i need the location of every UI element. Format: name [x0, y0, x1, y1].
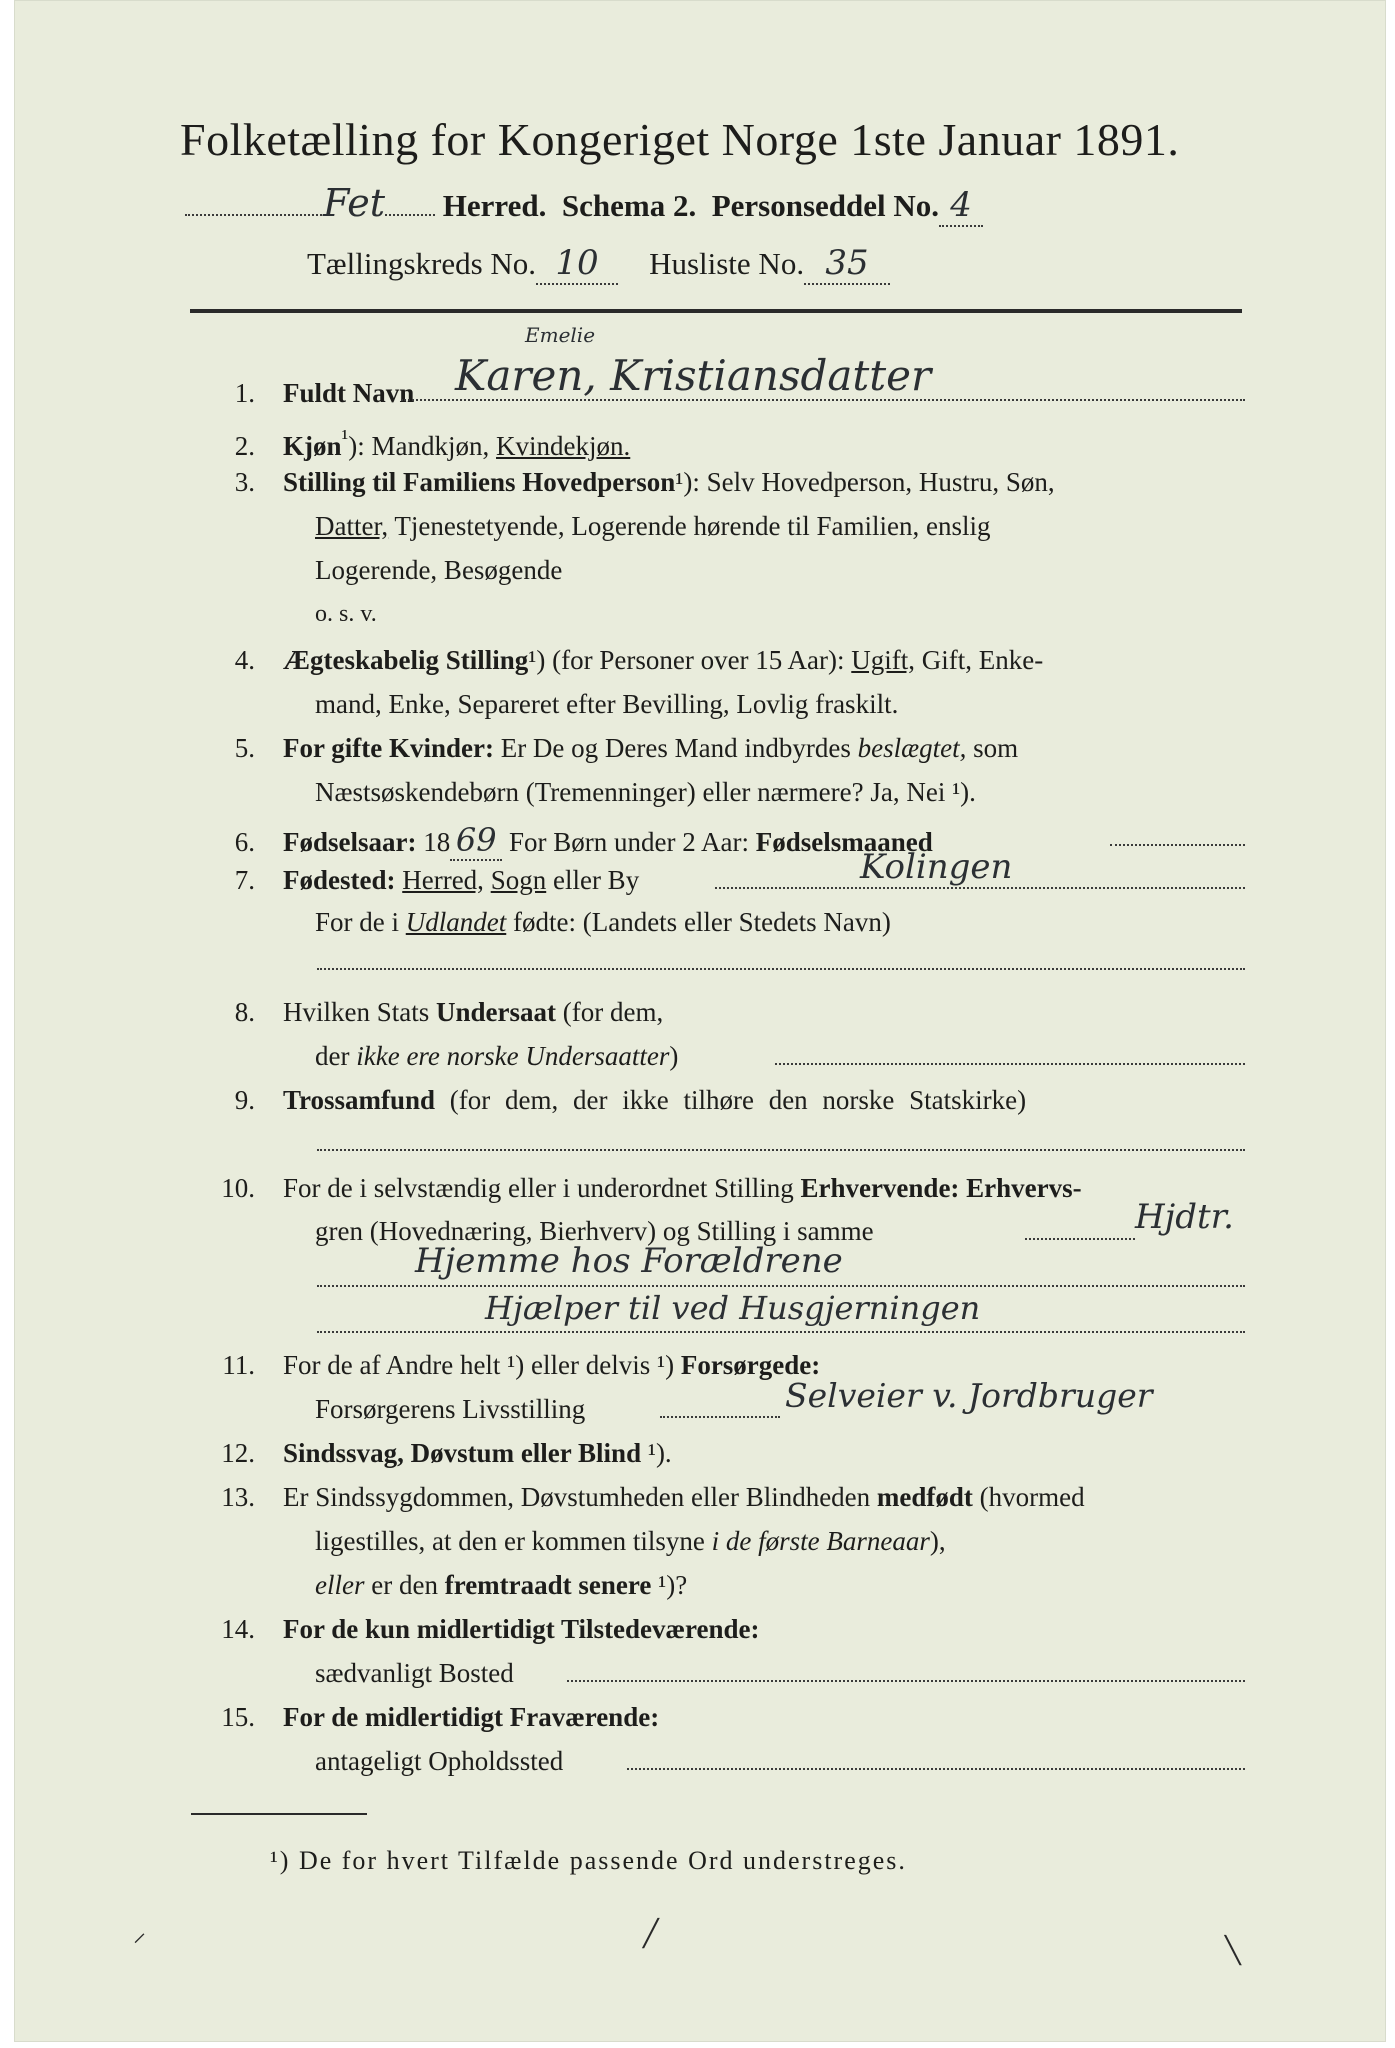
- q14-label: midlertidigt Tilstedeværende:: [416, 1614, 760, 1644]
- personseddel-value: 4: [950, 185, 972, 225]
- q7-row: [195, 865, 639, 896]
- q2-number: 2.: [234, 431, 255, 461]
- q14-row: [195, 1614, 760, 1645]
- q1-handwriting: Karen, Kristiansdatter: [455, 351, 932, 400]
- q10-line2: gren (Hovednæring, Bierhverv) og Stilling i samme: [315, 1216, 874, 1246]
- q14-answer-line: [567, 1680, 1245, 1682]
- q5-text-2: som: [966, 733, 1019, 763]
- q2-label: Kjøn: [283, 431, 342, 461]
- q9-number: 9.: [234, 1085, 255, 1115]
- q13-line3-bold: fremtraadt senere: [444, 1570, 652, 1600]
- q10-answer-line-2: [317, 1285, 1245, 1287]
- q8-row: [195, 997, 663, 1028]
- q9-label: Trossamfund: [283, 1085, 436, 1115]
- q5-italic: beslægtet,: [857, 733, 967, 763]
- q6-handwriting: 69: [455, 821, 497, 859]
- q4-label: Ægteskabelig Stilling: [283, 645, 529, 675]
- q8-text: Hvilken Stats: [283, 997, 436, 1027]
- q11-text: For de af Andre helt ¹) eller delvis ¹): [283, 1350, 681, 1380]
- q13-line3: [315, 1570, 687, 1601]
- q10-text: For de i selvstændig eller i underordnet Stilling: [283, 1173, 801, 1203]
- q13-label: medfødt: [876, 1482, 973, 1512]
- q9-row: [195, 1085, 1026, 1116]
- herred-label: Herred.: [442, 188, 547, 223]
- q12-label: Sindssvag, Døvstum eller Blind: [283, 1438, 642, 1468]
- q1-number: 1.: [234, 378, 255, 408]
- q11-answer-line: [660, 1416, 780, 1418]
- footnote-rule: [191, 1813, 367, 1815]
- q12-row: [195, 1438, 672, 1469]
- stray-mark-center: ╱: [643, 1919, 659, 1948]
- q7-text: eller By: [546, 865, 640, 895]
- q8-number: 8.: [234, 997, 255, 1027]
- header-rule: [190, 309, 1242, 313]
- q4-text-2: Gift, Enke-: [915, 645, 1044, 675]
- q7-underlined-1: Herred,: [402, 865, 484, 895]
- q14-text: For de kun: [283, 1614, 417, 1644]
- q7-handwriting: Kolingen: [860, 847, 1013, 887]
- q5-text: Er De og Deres Mand indbyrdes: [493, 733, 858, 763]
- q7-second-answer-line: [317, 968, 1245, 970]
- q6-year-prefix: 18: [423, 827, 451, 857]
- q6-label-2: Fødselsmaaned: [755, 827, 933, 857]
- q15-row: [195, 1702, 659, 1733]
- q3-line4: o. s. v.: [315, 601, 377, 627]
- q2-row: [195, 425, 630, 462]
- q11-label: Forsørgede:: [680, 1350, 821, 1380]
- q8-answer-line: [775, 1063, 1245, 1065]
- q13-line3-text: er den: [364, 1570, 445, 1600]
- q2-underlined-option: Kvindekjøn.: [496, 431, 631, 461]
- q10-answer-line-1: [1025, 1238, 1135, 1240]
- q15-answer-line: [627, 1768, 1245, 1770]
- q11-number: 11.: [222, 1350, 255, 1380]
- q8-line2-italic: ikke ere norske Undersaatter: [356, 1041, 670, 1071]
- q1-handwriting-above: Emelie: [525, 323, 596, 347]
- form-title: Folketælling for Kongeriget Norge 1ste Januar 1891.: [180, 114, 1180, 165]
- q3-line2: [315, 511, 990, 542]
- herred-line: [185, 181, 983, 227]
- q6-number: 6.: [234, 827, 255, 857]
- q6-answer-line: [1110, 844, 1245, 846]
- q10-number: 10.: [221, 1173, 255, 1203]
- q3-underlined-option: Datter,: [315, 511, 389, 541]
- q5-label: For gifte Kvinder:: [283, 733, 494, 763]
- q7-label: Fødested:: [283, 865, 396, 895]
- q11-handwriting: Selveier v. Jordbruger: [785, 1376, 1153, 1415]
- footnote: ¹) De for hvert Tilfælde passende Ord understreges.: [270, 1846, 907, 1875]
- q5-row: [195, 733, 1018, 764]
- q14-line2: sædvanligt Bosted: [315, 1658, 514, 1688]
- q6-label: Fødselsaar:: [283, 827, 417, 857]
- q10-handwriting-2: Hjemme hos Forældrene: [415, 1241, 843, 1281]
- q12-number: 12.: [221, 1438, 255, 1468]
- q3-line2-text: Tjenestetyende, Logerende hørende til Familien, enslig: [388, 511, 991, 541]
- husliste-value: 35: [825, 243, 869, 283]
- q15-text: For de: [283, 1702, 365, 1732]
- q3-label: Stilling til Familiens Hovedperson: [283, 467, 676, 497]
- personseddel-label: Personseddel No.: [711, 188, 940, 223]
- q4-text: ¹) (for Personer over 15 Aar):: [528, 645, 845, 675]
- q13-text-2: (hvormed: [972, 1482, 1085, 1512]
- q7-line2-text-2: fødte: (Landets eller Stedets Navn): [506, 907, 891, 937]
- q4-row: [195, 645, 1043, 676]
- husliste-label: Husliste No.: [649, 246, 805, 281]
- q1-label: Fuldt Navn: [283, 378, 415, 408]
- q9-answer-line: [317, 1149, 1245, 1151]
- schema-label: Schema 2.: [561, 188, 697, 223]
- herred-value: Fet: [323, 181, 386, 225]
- q15-line2: antageligt Opholdssted: [315, 1746, 564, 1776]
- q10-row: [195, 1173, 1082, 1204]
- q6-text: For Børn under 2 Aar:: [502, 827, 756, 857]
- q4-number: 4.: [234, 645, 255, 675]
- q6-row: [195, 821, 933, 861]
- q10-label: Erhvervende:: [800, 1173, 960, 1203]
- q13-row: [195, 1482, 1085, 1513]
- q10-answer-line-3: [317, 1331, 1245, 1333]
- q11-row: [195, 1350, 820, 1381]
- q15-label: midlertidigt Fraværende:: [365, 1702, 660, 1732]
- q13-text: Er Sindssygdommen, Døvstumheden eller Blindheden: [283, 1482, 877, 1512]
- q10-label-2: Erhvervs-: [959, 1173, 1082, 1203]
- q3-line3: Logerende, Besøgende: [315, 555, 563, 585]
- q8-line2-text-2: ): [669, 1041, 679, 1071]
- q3-row: [195, 467, 1055, 498]
- q14-number: 14.: [221, 1614, 255, 1644]
- q7-underlined-2: Sogn: [490, 865, 547, 895]
- q8-line2: [315, 1041, 678, 1072]
- q13-line2: [315, 1526, 946, 1557]
- q15-number: 15.: [221, 1702, 255, 1732]
- q7-answer-line: [715, 887, 1245, 889]
- kreds-line: [307, 243, 890, 285]
- q3-number: 3.: [234, 467, 255, 497]
- q9-text: (for dem, der ikke tilhøre den norske Statskirke): [435, 1085, 1027, 1115]
- kreds-value: 10: [555, 243, 599, 283]
- q11-line2: Forsørgerens Livsstilling: [315, 1394, 586, 1424]
- q1-row: [195, 378, 414, 409]
- q8-line2-text: der: [315, 1041, 357, 1071]
- kreds-label: Tællingskreds No.: [307, 246, 537, 281]
- q8-text-2: (for dem,: [556, 997, 664, 1027]
- census-form-sheet: [14, 0, 1386, 2042]
- q7-line2-italic: Udlandet: [405, 907, 507, 937]
- q13-number: 13.: [221, 1482, 255, 1512]
- q5-line2: Næstsøskendebørn (Tremenninger) eller nærmere? Ja, Nei ¹).: [315, 777, 976, 807]
- q2-sup: ¹: [341, 425, 349, 450]
- q7-number: 7.: [234, 865, 255, 895]
- q3-text: ¹): Selv Hovedperson, Hustru, Søn,: [675, 467, 1055, 497]
- q12-text: ¹).: [641, 1438, 672, 1468]
- q7-line2-text: For de i: [315, 907, 406, 937]
- stray-mark-left: ⸝: [133, 1918, 147, 1947]
- q13-line2-text-2: ),: [929, 1526, 946, 1556]
- stray-mark-right: ╲: [1225, 1936, 1241, 1965]
- q4-line2: mand, Enke, Separeret efter Bevilling, Lovlig fraskilt.: [315, 689, 899, 719]
- q4-underlined-option: Ugift,: [851, 645, 916, 675]
- q13-line3-text-2: ¹)?: [651, 1570, 688, 1600]
- q13-line3-italic: eller: [315, 1570, 365, 1600]
- q7-line2: [315, 907, 891, 938]
- q5-number: 5.: [234, 733, 255, 763]
- q10-handwriting-1: Hjdtr.: [1135, 1197, 1234, 1237]
- q2-text: ): Mandkjøn,: [348, 431, 490, 461]
- q10-handwriting-3: Hjælper til ved Husgjerningen: [485, 1289, 981, 1327]
- q13-line2-text: ligestilles, at den er kommen tilsyne: [315, 1526, 712, 1556]
- q8-label: Undersaat: [436, 997, 556, 1027]
- q13-line2-italic: i de første Barneaar: [711, 1526, 930, 1556]
